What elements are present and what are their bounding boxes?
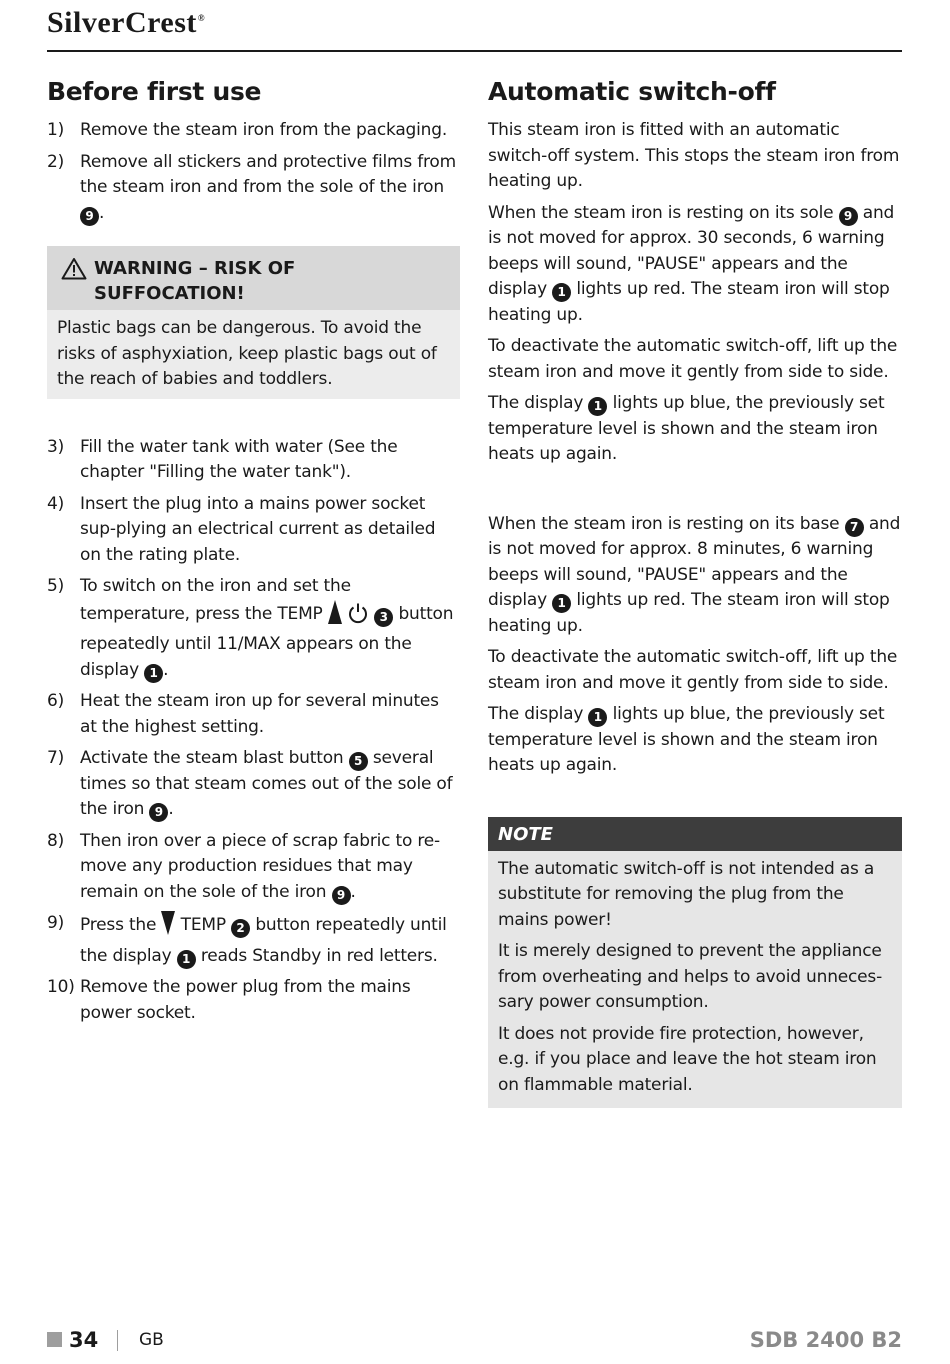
step-7: 7) Activate the steam blast button 5 several times so that steam comes out of the sole of the iron 9 . [47, 746, 460, 823]
step-5: 5) To switch on the iron and set the temperature, press the TEMP 3 button repeatedly until 11/MAX appears on the display 1 . [47, 574, 460, 683]
paragraph: The display 1 lights up blue, the previously set temperature level is shown and the steam iron heats up again. [488, 704, 885, 775]
warning-title: WARNING – RISK OF SUFFOCATION! [94, 258, 296, 304]
note-box [488, 817, 902, 1109]
paragraph: This steam iron is fitted with an automatic switch-off system. This stops the steam iron from heating up. [488, 120, 900, 191]
page-footer [47, 1326, 902, 1354]
ref-badge: 5 [349, 752, 368, 771]
ref-badge: 1 [144, 664, 163, 683]
footer-square-icon [47, 1332, 62, 1347]
step-6: 6) Heat the steam iron up for several minutes at the highest setting. [47, 691, 439, 737]
ref-badge: 1 [552, 283, 571, 302]
ref-badge: 2 [231, 919, 250, 938]
step-1 [47, 118, 460, 144]
brand-name: SilverCrest [47, 6, 197, 39]
note-paragraph: The automatic switch-off is not intended as a substitute for removing the plug from the mains power! [498, 858, 875, 930]
steps-list-a [47, 118, 460, 226]
note-paragraph: It does not provide fire protection, however, e.g. if you place and leave the hot steam iron on flammable material. [498, 1023, 877, 1095]
temp-up-icon [328, 600, 342, 633]
steps-list-b [47, 435, 460, 1027]
step-number: 1) [47, 120, 65, 140]
warning-box [47, 246, 460, 399]
step-4: 4) Insert the plug into a mains power socket sup-plying an electrical current as detailed on the rating plate. [47, 493, 436, 565]
step-2: 2) Remove all stickers and protective films from the steam iron and from the sole of the iron 9 . [47, 150, 460, 227]
ref-badge: 1 [552, 594, 571, 613]
step-text: Remove the steam iron from the packaging. [80, 120, 448, 140]
ref-badge: 7 [845, 518, 864, 537]
temp-down-icon [161, 911, 175, 944]
right-column [488, 76, 902, 1108]
step-8: 8) Then iron over a piece of scrap fabric to re-move any production residues that may remain on the sole of the iron 9 . [47, 829, 460, 906]
note-paragraph: It is merely designed to prevent the appliance from overheating and helps to avoid unneces-sary power consumption. [498, 941, 883, 1012]
spacer [488, 474, 902, 512]
ref-badge: 1 [177, 950, 196, 969]
ref-badge: 9 [839, 207, 858, 226]
ref-badge: 9 [80, 207, 99, 226]
warning-body: Plastic bags can be dangerous. To avoid the risks of asphyxiation, keep plastic bags out of the reach of babies and toddlers. [47, 310, 460, 399]
warning-header [47, 246, 460, 310]
page-header [47, 4, 902, 52]
language-code: GB [139, 1330, 164, 1350]
note-body [488, 851, 902, 1109]
paragraph: When the steam iron is resting on its sole 9 and is not moved for approx. 30 seconds, 6 warning beeps will sound, "PAUSE" appears and the display 1 lights up red. The steam iron will stop heating up. [488, 202, 895, 325]
brand-logo [47, 6, 205, 40]
paragraph: The display 1 lights up blue, the previously set temperature level is shown and the steam iron heats up again. [488, 393, 885, 464]
step-3: 3) Fill the water tank with water (See the chapter "Filling the water tank"). [47, 436, 398, 482]
registered-mark: ® [197, 13, 206, 23]
ref-badge: 3 [374, 608, 393, 627]
step-10: 10) Remove the power plug from the mains power socket. [47, 977, 411, 1023]
page-number: 34 [69, 1328, 99, 1352]
note-title: NOTE [488, 817, 902, 851]
warning-triangle-icon [61, 256, 94, 306]
paragraph: To deactivate the automatic switch-off, lift up the steam iron and move it gently from side to side. [488, 336, 898, 382]
ref-badge: 9 [332, 886, 351, 905]
section-title-before-first-use: Before first use [47, 77, 262, 106]
section-title-automatic-switch-off: Automatic switch-off [488, 77, 776, 106]
left-column [47, 76, 460, 1032]
ref-badge: 9 [149, 803, 168, 822]
model-number: SDB 2400 B2 [749, 1328, 902, 1352]
paragraph: When the steam iron is resting on its base 7 and is not moved for approx. 8 minutes, 6 warning beeps will sound, "PAUSE" appears and the display 1 lights up red. The steam iron will stop heating up. [488, 513, 901, 636]
ref-badge: 1 [588, 708, 607, 727]
paragraph: To deactivate the automatic switch-off, lift up the steam iron and move it gently from side to side. [488, 647, 898, 693]
power-icon [347, 602, 369, 633]
step-number: 2) [47, 151, 65, 172]
ref-badge: 1 [588, 397, 607, 416]
step-9: 9) Press the TEMP 2 button repeatedly until the display 1 reads Standby in red letters. [47, 911, 460, 969]
footer-divider [117, 1330, 118, 1351]
